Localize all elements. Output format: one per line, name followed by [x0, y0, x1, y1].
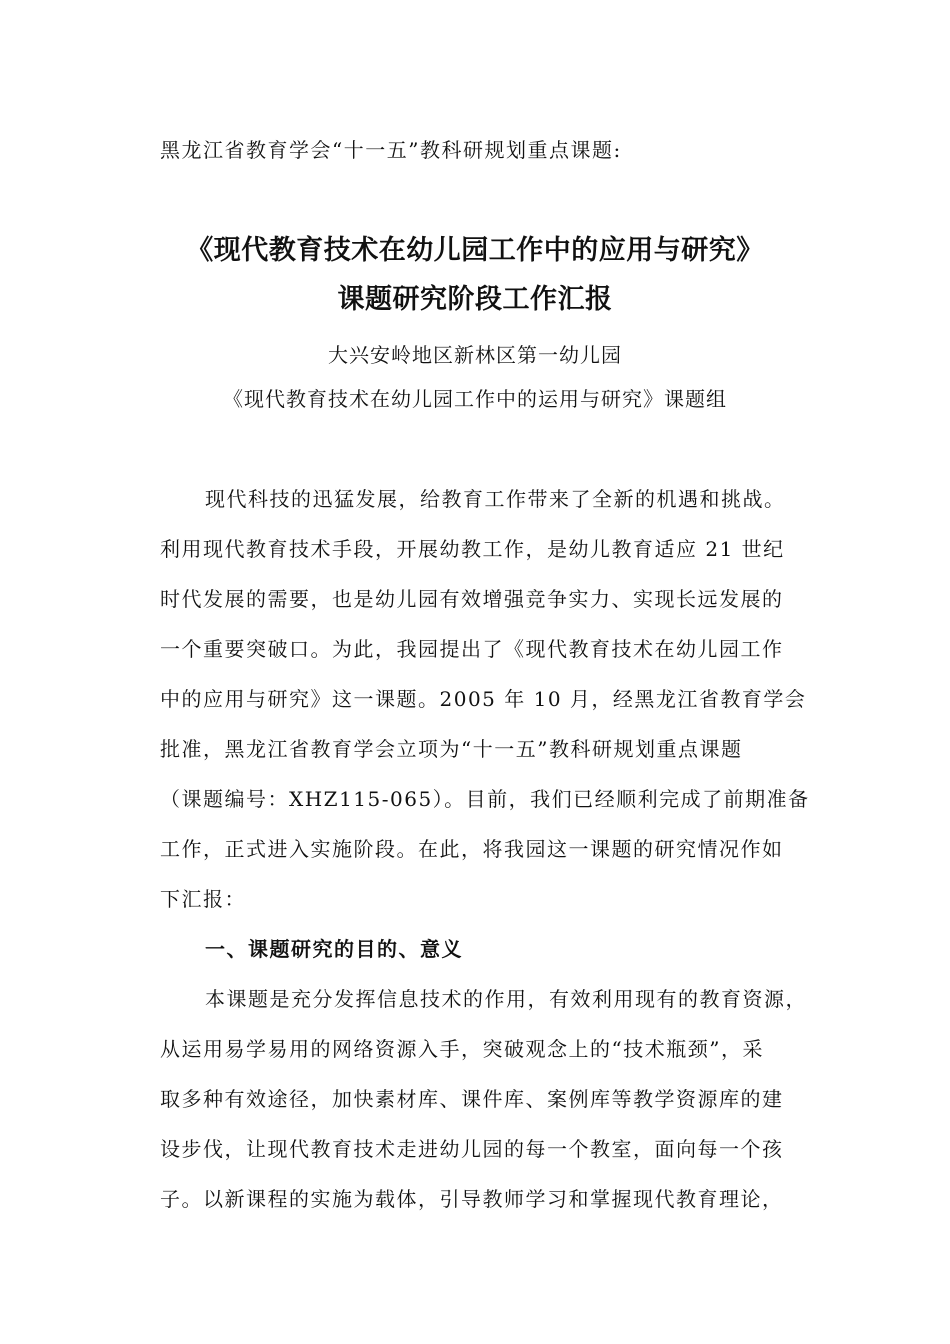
- paragraph-line: 工作，正式进入实施阶段。在此，将我园这一课题的研究情况作如: [160, 837, 784, 861]
- paragraph-line: 现代科技的迅猛发展，给教育工作带来了全新的机遇和挑战。: [205, 487, 786, 511]
- paragraph-line: 一个重要突破口。为此，我园提出了《现代教育技术在幼儿园工作: [160, 637, 784, 661]
- paragraph-line: 本课题是充分发挥信息技术的作用，有效利用现有的教育资源，: [205, 987, 807, 1011]
- author-group: 《现代教育技术在幼儿园工作中的运用与研究》课题组: [223, 387, 727, 411]
- paragraph-line: 利用现代教育技术手段，开展幼教工作，是幼儿教育适应 21 世纪: [160, 537, 785, 561]
- series-label: 黑龙江省教育学会“十一五”教科研规划重点课题:: [160, 138, 622, 162]
- document-subtitle: 课题研究阶段工作汇报: [337, 284, 613, 315]
- paragraph-line: 时代发展的需要，也是幼儿园有效增强竞争实力、实现长远发展的: [160, 587, 784, 611]
- paragraph-line: （课题编号：XHZ115-065）。目前，我们已经顺利完成了前期准备: [160, 787, 810, 811]
- paragraph-line: 中的应用与研究》这一课题。2005 年 10 月，经黑龙江省教育学会: [160, 687, 807, 711]
- paragraph-line: 取多种有效途径，加快素材库、课件库、案例库等教学资源库的建: [160, 1087, 784, 1111]
- paragraph-line: 批准，黑龙江省教育学会立项为“十一五”教科研规划重点课题: [160, 737, 743, 761]
- paragraph-line: 子。以新课程的实施为载体，引导教师学习和掌握现代教育理论，: [160, 1187, 784, 1211]
- author-institution: 大兴安岭地区新林区第一幼儿园: [328, 343, 622, 367]
- paragraph-line: 从运用易学易用的网络资源入手，突破观念上的“技术瓶颈”，采: [160, 1037, 764, 1061]
- section-heading: 一、课题研究的目的、意义: [205, 937, 463, 961]
- document-title: 《现代教育技术在幼儿园工作中的应用与研究》: [186, 235, 764, 266]
- paragraph-line: 设步伐，让现代教育技术走进幼儿园的每一个教室，面向每一个孩: [160, 1137, 784, 1161]
- paragraph-line: 下汇报：: [160, 887, 246, 911]
